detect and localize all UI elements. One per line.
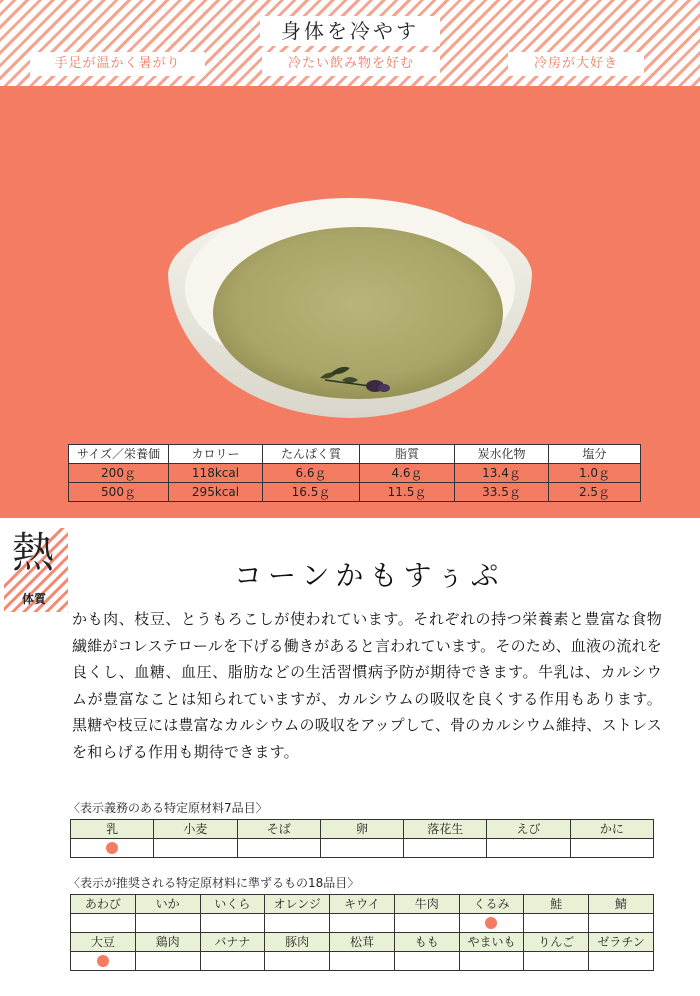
allergen-label: 牛肉 [394,895,459,914]
allergen-mark-cell [265,952,330,971]
allergen-mark-cell [71,914,136,933]
allergen-present-dot-icon [97,955,109,967]
recommended-allergen-caption: 〈表示が推奨される特定原材料に準ずるもの18品目〉 [68,876,360,890]
allergen-label-row [71,820,654,839]
allergen-label: やまいも [459,933,524,952]
symptom-label: 冷房が大好き [508,52,644,76]
allergen-label: オレンジ [265,895,330,914]
nutrition-cell: 2.5ｇ [549,483,641,502]
allergen-mark-cell [200,914,265,933]
allergen-label: 卵 [320,820,403,839]
nutrition-cell: 295kcal [169,483,263,502]
mandatory-allergen-table [70,819,654,858]
category-title: 身体を冷やす [260,16,440,46]
allergen-mark-cell [589,914,654,933]
allergen-label: キウイ [330,895,395,914]
allergen-label: 鮭 [524,895,589,914]
allergen-label: 小麦 [154,820,237,839]
allergen-label: 乳 [71,820,154,839]
nutrition-header-cell: 炭水化物 [455,445,549,464]
allergen-mark-cell [71,952,136,971]
allergen-label: 落花生 [404,820,487,839]
nutrition-cell: 33.5ｇ [455,483,549,502]
allergen-mark-cell [71,839,154,858]
allergen-label: りんご [524,933,589,952]
allergen-label-row [71,895,654,914]
allergen-mark-cell [589,952,654,971]
allergen-mark-cell [154,839,237,858]
nutrition-cell: 6.6ｇ [263,464,360,483]
nutrition-cell: 13.4ｇ [455,464,549,483]
constitution-kanji: 熱 [12,528,55,577]
allergen-label: えび [487,820,570,839]
nutrition-cell: 500ｇ [69,483,169,502]
allergen-mark-row [71,952,654,971]
nutrition-header-cell: たんぱく質 [263,445,360,464]
symptom-label: 冷たい飲み物を好む [262,52,440,76]
allergen-label: くるみ [459,895,524,914]
constitution-label: 体質 [22,592,47,606]
nutrition-cell: 118kcal [169,464,263,483]
mandatory-allergen-caption: 〈表示義務のある特定原材料7品目〉 [68,801,268,815]
nutrition-header-row [69,445,641,464]
allergen-label: いか [135,895,200,914]
allergen-label: そば [237,820,320,839]
allergen-label: 豚肉 [265,933,330,952]
allergen-label: もも [394,933,459,952]
allergen-mark-cell [330,952,395,971]
nutrition-header-cell: カロリー [169,445,263,464]
allergen-mark-cell [459,952,524,971]
allergen-label: 大豆 [71,933,136,952]
nutrition-header-cell: サイズ／栄養価 [69,445,169,464]
nutrition-cell: 200ｇ [69,464,169,483]
allergen-mark-cell [394,952,459,971]
nutrition-cell: 16.5ｇ [263,483,360,502]
allergen-label: 鶏肉 [135,933,200,952]
recommended-allergen-table [70,894,654,971]
allergen-mark-cell [404,839,487,858]
dish-title: コーンかもすぅぷ [234,559,505,592]
header-stripe-band [0,0,700,86]
allergen-mark-cell [200,952,265,971]
allergen-label: あわび [71,895,136,914]
allergen-label: バナナ [200,933,265,952]
allergen-mark-cell [135,952,200,971]
allergen-label: 鯖 [589,895,654,914]
allergen-mark-cell [237,839,320,858]
allergen-label: いくら [200,895,265,914]
nutrition-header-cell: 脂質 [360,445,455,464]
dish-description: かも肉、枝豆、とうもろこしが使われています。それぞれの持つ栄養素と豊富な食物繊維がコレステロールを下げる働きがあると言われています。そのため、血液の流れを良くし、血糖、血圧、脂肪などの生活習慣病予防が期待できます。牛乳は、カルシウムが豊富なことは知られていますが、カルシウムの吸収を良くする作用もあります。黒糖や枝豆には豊富なカルシウムの吸収をアップして、骨のカルシウム維持、ストレスを和らげる作用も期待できます。 [72,610,662,761]
allergen-mark-cell [135,914,200,933]
allergen-mark-cell [487,839,570,858]
allergen-label: 松茸 [330,933,395,952]
nutrition-cell: 11.5ｇ [360,483,455,502]
allergen-mark-cell [459,914,524,933]
allergen-mark-cell [394,914,459,933]
nutrition-row [69,464,641,483]
constitution-badge [4,528,68,612]
allergen-mark-cell [330,914,395,933]
nutrition-cell: 1.0ｇ [549,464,641,483]
nutrition-table [68,444,641,502]
nutrition-row [69,483,641,502]
allergen-label: ゼラチン [589,933,654,952]
nutrition-header-cell: 塩分 [549,445,641,464]
allergen-mark-cell [265,914,330,933]
allergen-present-dot-icon [106,842,118,854]
nutrition-cell: 4.6ｇ [360,464,455,483]
allergen-mark-cell [320,839,403,858]
soup-bowl-image [160,178,540,428]
allergen-mark-cell [524,914,589,933]
allergen-present-dot-icon [485,917,497,929]
allergen-mark-cell [524,952,589,971]
symptom-label: 手足が温かく暑がり [30,52,205,76]
allergen-mark-cell [570,839,653,858]
allergen-label: かに [570,820,653,839]
allergen-label-row [71,933,654,952]
allergen-mark-row [71,839,654,858]
allergen-mark-row [71,914,654,933]
